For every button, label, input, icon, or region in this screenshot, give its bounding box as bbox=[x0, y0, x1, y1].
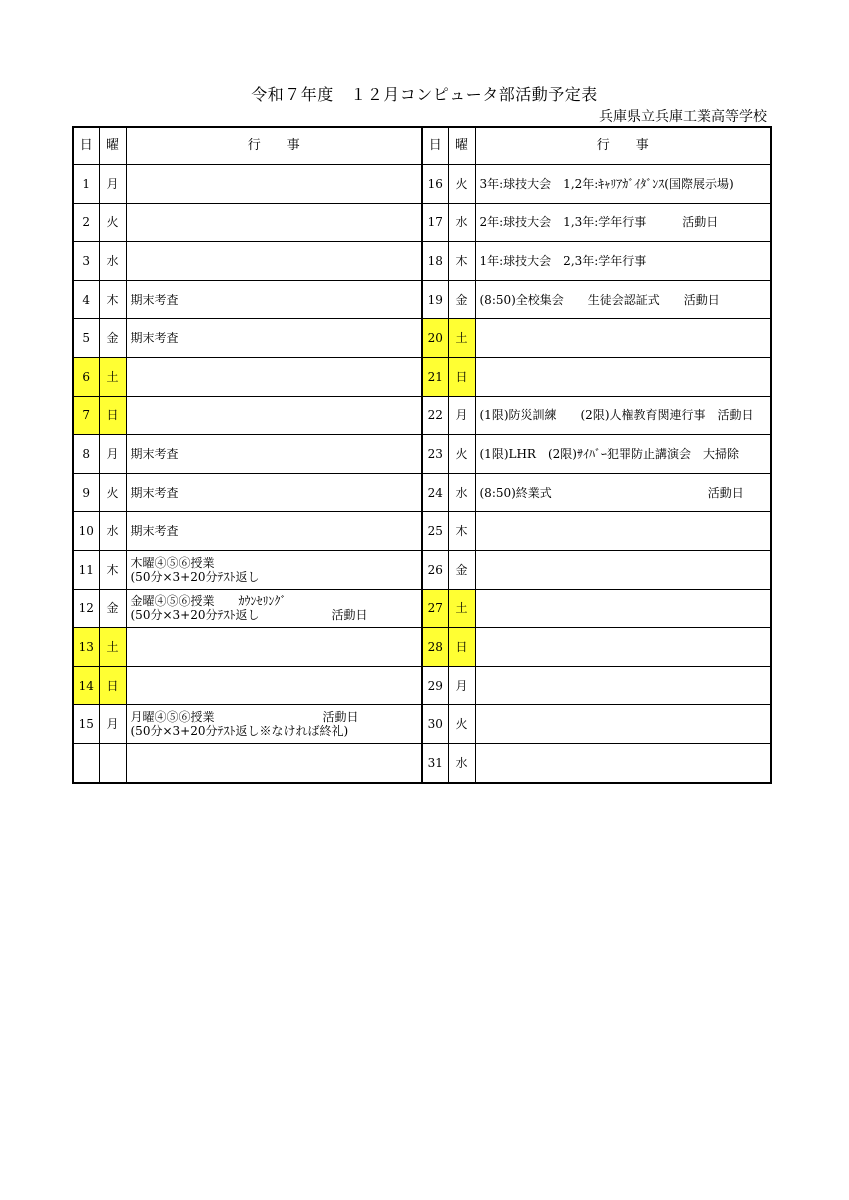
day-number: 22 bbox=[422, 396, 448, 435]
event-text: (1限)LHR (2限)ｻｲﾊﾞｰ犯罪防止講演会 大掃除 bbox=[479, 446, 739, 461]
event-text: 3年:球技大会 1,2年:ｷｬﾘｱｶﾞｲﾀﾞﾝｽ(国際展示場) bbox=[479, 176, 734, 191]
table-header-row bbox=[73, 127, 771, 165]
event-cell bbox=[475, 705, 771, 744]
day-of-week: 土 bbox=[99, 357, 126, 396]
event-text: 1年:球技大会 2,3年:学年行事 bbox=[479, 253, 647, 268]
header-dow: 曜 bbox=[99, 127, 126, 165]
day-of-week: 水 bbox=[448, 473, 475, 512]
day-of-week: 金 bbox=[99, 589, 126, 628]
event-cell bbox=[126, 396, 422, 435]
header-day: 日 bbox=[73, 127, 99, 165]
table-row bbox=[73, 589, 771, 628]
event-text: 2年:球技大会 1,3年:学年行事 活動日 bbox=[479, 215, 719, 230]
day-number: 8 bbox=[73, 435, 99, 474]
day-number: 26 bbox=[422, 550, 448, 589]
page-title: 令和７年度 １２月コンピュータ部活動予定表 bbox=[251, 85, 598, 104]
event-text: (1限)防災訓練 (2限)人権教育関連行事 活動日 bbox=[479, 408, 754, 423]
day-of-week: 水 bbox=[448, 743, 475, 782]
event-cell bbox=[126, 589, 422, 628]
event-cell bbox=[475, 589, 771, 628]
day-of-week: 火 bbox=[448, 705, 475, 744]
day-of-week: 月 bbox=[99, 165, 126, 204]
day-of-week: 月 bbox=[99, 435, 126, 474]
header-event: 行 事 bbox=[126, 127, 422, 165]
day-number: 23 bbox=[422, 435, 448, 474]
day-of-week: 水 bbox=[448, 203, 475, 242]
day-of-week: 火 bbox=[99, 473, 126, 512]
day-number: 13 bbox=[73, 628, 99, 667]
day-of-week: 木 bbox=[99, 280, 126, 319]
event-text: 期末考査 bbox=[130, 292, 179, 307]
header-event-right: 行 事 bbox=[475, 127, 771, 165]
table-row bbox=[73, 242, 771, 281]
day-number: 18 bbox=[422, 242, 448, 281]
event-text: 期末考査 bbox=[130, 485, 179, 500]
table-row bbox=[73, 203, 771, 242]
day-number: 31 bbox=[422, 743, 448, 782]
event-cell bbox=[126, 319, 422, 358]
table-row bbox=[73, 280, 771, 319]
day-of-week: 月 bbox=[448, 396, 475, 435]
table-row bbox=[73, 705, 771, 744]
event-cell bbox=[475, 280, 771, 319]
event-cell bbox=[475, 512, 771, 551]
event-cell bbox=[475, 319, 771, 358]
event-cell bbox=[475, 550, 771, 589]
day-of-week: 日 bbox=[99, 396, 126, 435]
table-row bbox=[73, 743, 771, 782]
day-number: 3 bbox=[73, 242, 99, 281]
day-of-week: 火 bbox=[448, 435, 475, 474]
day-number: 17 bbox=[422, 203, 448, 242]
event-text: (8:50)終業式 活動日 bbox=[479, 485, 744, 500]
day-of-week: 日 bbox=[448, 628, 475, 667]
day-number: 9 bbox=[73, 473, 99, 512]
event-cell bbox=[475, 473, 771, 512]
event-cell bbox=[126, 550, 422, 589]
table-row bbox=[73, 319, 771, 358]
event-cell bbox=[475, 242, 771, 281]
table-row bbox=[73, 512, 771, 551]
day-of-week: 木 bbox=[448, 242, 475, 281]
day-number: 24 bbox=[422, 473, 448, 512]
day-of-week: 日 bbox=[99, 666, 126, 705]
event-cell bbox=[126, 435, 422, 474]
day-of-week: 火 bbox=[99, 203, 126, 242]
day-of-week: 水 bbox=[99, 242, 126, 281]
day-number: 20 bbox=[422, 319, 448, 358]
table-row bbox=[73, 396, 771, 435]
table-row bbox=[73, 165, 771, 204]
table-row bbox=[73, 357, 771, 396]
table-row bbox=[73, 550, 771, 589]
day-number: 6 bbox=[73, 357, 99, 396]
table-row bbox=[73, 666, 771, 705]
event-cell bbox=[126, 203, 422, 242]
event-cell bbox=[126, 280, 422, 319]
event-cell bbox=[475, 396, 771, 435]
day-of-week: 月 bbox=[448, 666, 475, 705]
event-cell bbox=[475, 165, 771, 204]
table-row bbox=[73, 473, 771, 512]
day-number: 21 bbox=[422, 357, 448, 396]
day-of-week: 月 bbox=[99, 705, 126, 744]
day-of-week: 金 bbox=[448, 280, 475, 319]
school-name: 兵庫県立兵庫工業高等学校 bbox=[599, 109, 767, 125]
day-number: 5 bbox=[73, 319, 99, 358]
day-number: 14 bbox=[73, 666, 99, 705]
event-text: (8:50)全校集会 生徒会認証式 活動日 bbox=[479, 292, 720, 307]
event-cell bbox=[475, 628, 771, 667]
day-of-week: 木 bbox=[99, 550, 126, 589]
day-number: 1 bbox=[73, 165, 99, 204]
event-cell bbox=[475, 203, 771, 242]
day-of-week: 木 bbox=[448, 512, 475, 551]
schedule-table bbox=[72, 126, 772, 784]
event-text: 期末考査 bbox=[130, 446, 179, 461]
day-number: 16 bbox=[422, 165, 448, 204]
day-number: 29 bbox=[422, 666, 448, 705]
day-number: 25 bbox=[422, 512, 448, 551]
day-of-week: 土 bbox=[448, 589, 475, 628]
event-cell bbox=[126, 242, 422, 281]
event-text: 金曜④⑤⑥授業 ｶｳﾝｾﾘﾝｸﾞ (50分×3+20分ﾃｽﾄ返し 活動日 bbox=[130, 594, 368, 623]
day-of-week: 金 bbox=[99, 319, 126, 358]
day-number: 28 bbox=[422, 628, 448, 667]
event-text: 月曜④⑤⑥授業 活動日 (50分×3+20分ﾃｽﾄ返し※なければ終礼) bbox=[130, 710, 359, 739]
event-text: 期末考査 bbox=[130, 524, 179, 539]
day-number: 2 bbox=[73, 203, 99, 242]
day-of-week: 土 bbox=[448, 319, 475, 358]
day-of-week: 火 bbox=[448, 165, 475, 204]
day-of-week: 金 bbox=[448, 550, 475, 589]
event-cell bbox=[126, 473, 422, 512]
event-cell bbox=[126, 512, 422, 551]
event-cell bbox=[475, 357, 771, 396]
day-number: 7 bbox=[73, 396, 99, 435]
event-cell bbox=[126, 666, 422, 705]
event-text: 木曜④⑤⑥授業 (50分×3+20分ﾃｽﾄ返し bbox=[130, 555, 260, 584]
day-of-week: 水 bbox=[99, 512, 126, 551]
header-dow-right: 曜 bbox=[448, 127, 475, 165]
day-number bbox=[73, 743, 99, 782]
event-cell bbox=[126, 743, 422, 782]
day-number: 12 bbox=[73, 589, 99, 628]
event-cell bbox=[126, 165, 422, 204]
day-of-week: 土 bbox=[99, 628, 126, 667]
day-of-week: 日 bbox=[448, 357, 475, 396]
day-number: 15 bbox=[73, 705, 99, 744]
event-cell bbox=[126, 628, 422, 667]
header-day-right: 日 bbox=[422, 127, 448, 165]
event-cell bbox=[475, 743, 771, 782]
table-row bbox=[73, 435, 771, 474]
day-number: 10 bbox=[73, 512, 99, 551]
day-number: 27 bbox=[422, 589, 448, 628]
day-number: 11 bbox=[73, 550, 99, 589]
day-number: 30 bbox=[422, 705, 448, 744]
event-cell bbox=[475, 435, 771, 474]
day-number: 19 bbox=[422, 280, 448, 319]
event-cell bbox=[475, 666, 771, 705]
day-of-week bbox=[99, 743, 126, 782]
event-text: 期末考査 bbox=[130, 331, 179, 346]
event-cell bbox=[126, 357, 422, 396]
table-row bbox=[73, 628, 771, 667]
day-number: 4 bbox=[73, 280, 99, 319]
event-cell bbox=[126, 705, 422, 744]
